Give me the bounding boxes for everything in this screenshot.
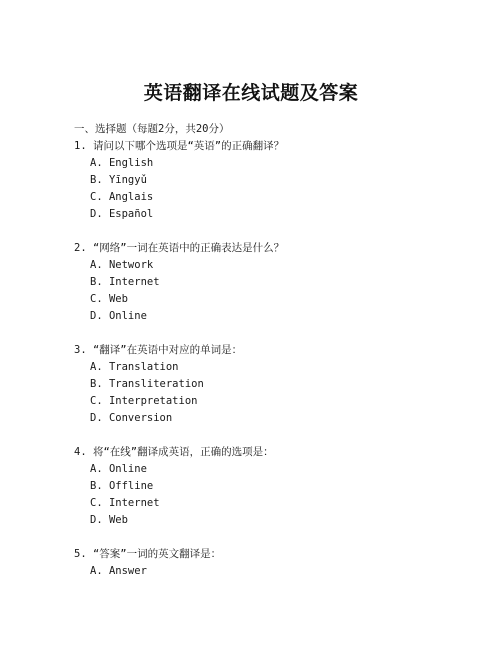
question-1 <box>74 138 484 223</box>
option-a: A. Translation <box>90 361 179 373</box>
question-stem: 2. “网络”一词在英语中的正确表达是什么？ <box>74 242 285 254</box>
option-d: D. Web <box>90 514 128 526</box>
question-2 <box>74 240 484 325</box>
option-c: C. Interpretation <box>90 395 198 407</box>
question-3 <box>74 342 484 427</box>
question-stem: 4. 将“在线”翻译成英语，正确的选项是： <box>74 446 274 458</box>
option-c: C. Internet <box>90 497 160 509</box>
option-a: A. Network <box>90 259 154 271</box>
document-title: 英语翻译在线试题及答案 <box>143 82 359 104</box>
option-a: A. English <box>90 157 154 169</box>
question-5 <box>74 546 484 580</box>
option-d: D. Conversion <box>90 412 173 424</box>
option-c: C. Web <box>90 293 128 305</box>
option-d: D. Online <box>90 310 147 322</box>
option-a: A. Online <box>90 463 147 475</box>
option-b: B. Offline <box>90 480 154 492</box>
option-b: B. Yīngyǔ <box>90 174 147 186</box>
option-d: D. Español <box>90 208 154 220</box>
option-a: A. Answer <box>90 565 147 577</box>
option-b: B. Internet <box>90 276 160 288</box>
question-4 <box>74 444 484 529</box>
option-c: C. Anglais <box>90 191 154 203</box>
option-b: B. Transliteration <box>90 378 204 390</box>
question-stem: 5. “答案”一词的英文翻译是： <box>74 548 222 560</box>
document-body <box>74 121 484 597</box>
question-stem: 1. 请问以下哪个选项是“英语”的正确翻译？ <box>74 140 285 152</box>
question-stem: 3. “翻译”在英语中对应的单词是： <box>74 344 243 356</box>
section-heading: 一、选择题（每题2分，共20分） <box>74 123 230 135</box>
